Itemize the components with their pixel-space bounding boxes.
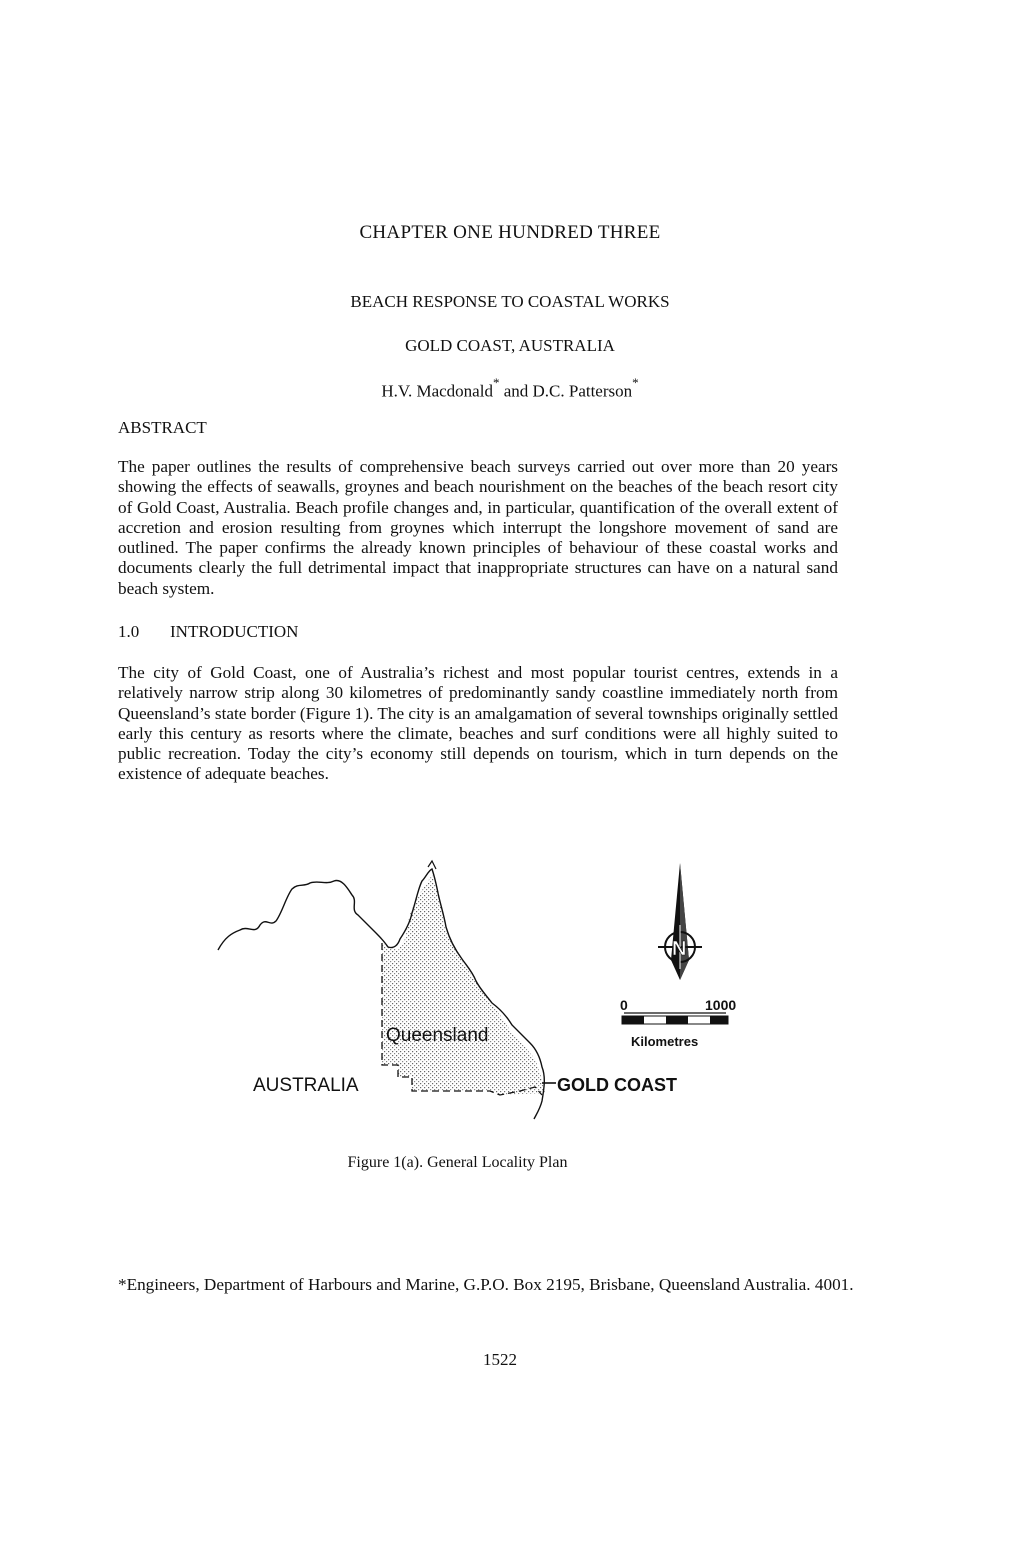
queensland-label: Queensland: [386, 1025, 489, 1046]
chapter-heading: CHAPTER ONE HUNDRED THREE: [359, 222, 661, 243]
paper-title: BEACH RESPONSE TO COASTAL WORKS: [350, 292, 670, 311]
section-number: 1.0: [118, 622, 140, 641]
author-2: D.C. Patterson: [532, 381, 633, 401]
introduction-heading: [118, 622, 298, 642]
queensland-region: [382, 875, 545, 1095]
north-arrow-icon: [658, 863, 702, 980]
australia-label: AUSTRALIA: [253, 1075, 359, 1096]
north-letter: N: [672, 938, 687, 960]
gold-coast-label: GOLD COAST: [557, 1075, 677, 1095]
author-conjunction: and: [503, 381, 529, 401]
section-title: INTRODUCTION: [170, 622, 299, 641]
introduction-text: The city of Gold Coast, one of Australia’s richest and most popular tourist centres, extends in a relatively narrow strip along 30 kilometres of predominantly sandy coastline immediately north from Queensland’s state border (Figure 1). The city is an amalgamation of several townships originally settled early this century as resorts where the climate, beaches and surf conditions were all highly suited to public recreation. Today the city’s economy still depends on tourism, which in turn depends on the existence of adequate beaches.: [118, 663, 838, 784]
abstract-heading: ABSTRACT: [118, 418, 207, 437]
page-number: 1522: [483, 1350, 517, 1369]
scale-end: 1000: [705, 997, 737, 1013]
scale-unit: Kilometres: [631, 1034, 699, 1049]
abstract-text: The paper outlines the results of comprehensive beach surveys carried out over more than 20 years showing the effects of seawalls, groynes and beach nourishment on the beaches of the beach resort city of Gold Coast, Australia. Beach profile changes and, in particular, quantification of the overall extent of accretion and erosion resulting from groynes which interrupt the longshore movement of sand are outlined. The paper confirms the already known principles of behaviour of these coastal works and documents clearly the full detrimental impact that inappropriate structures can have on a natural sand beach system.: [118, 457, 838, 598]
footnote: *Engineers, Department of Harbours and Marine, G.P.O. Box 2195, Brisbane, Queensland Australia. 4001.: [118, 1275, 854, 1294]
scale-bar: [620, 997, 736, 1049]
locality-map: [200, 855, 800, 1120]
author-1-mark: *: [492, 375, 500, 390]
author-1: H.V. Macdonald: [381, 381, 493, 401]
locality-figure: [200, 855, 800, 1120]
author-2-mark: *: [632, 375, 639, 390]
scale-start: 0: [620, 997, 628, 1013]
cape-detail: [428, 861, 436, 869]
paper-subtitle: GOLD COAST, AUSTRALIA: [405, 336, 615, 355]
figure-caption: Figure 1(a). General Locality Plan: [347, 1154, 568, 1171]
authors-line: [0, 375, 1020, 402]
